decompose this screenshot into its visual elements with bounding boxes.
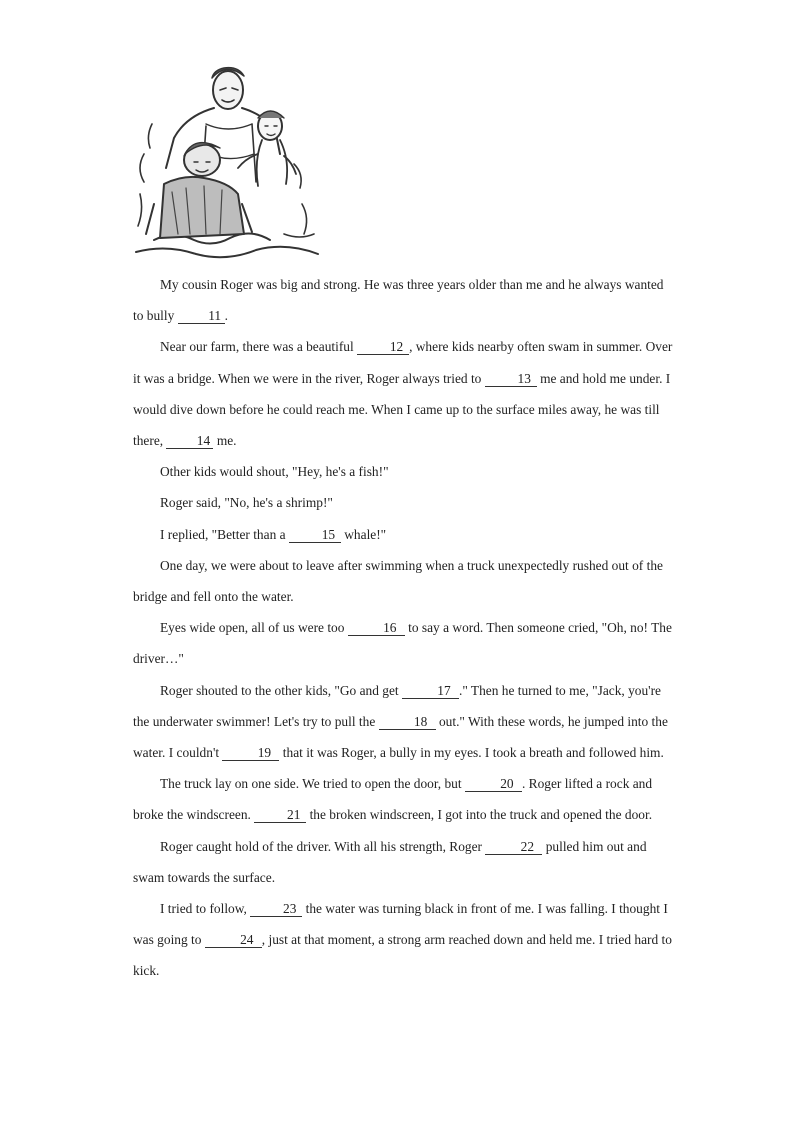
text-run: , just at that moment, a strong arm reached down and held me. I tried hard to kick. <box>133 932 672 979</box>
paragraph-2 <box>133 331 673 456</box>
blank-11: 11 <box>178 308 225 324</box>
paragraph-8 <box>133 675 673 769</box>
paragraph-7 <box>133 612 673 674</box>
text-run: me. <box>213 433 237 449</box>
text-run: I replied, "Better than a <box>160 526 289 542</box>
text-run: whale!" <box>340 526 387 542</box>
paragraph-6: One day, we were about to leave after swimming when a truck unexpectedly rushed out of the bridge and fell onto the water. <box>133 557 663 605</box>
paragraph-5 <box>133 519 673 550</box>
text-run: ." Then he turned to me, "Jack, you're the underwater swimmer! Let's try to pull the <box>133 682 661 729</box>
blank-15: 15 <box>289 527 341 543</box>
text-run: Roger caught hold of the driver. With all his strength, Roger <box>160 838 486 854</box>
text-run: pulled him out and swam towards the surface. <box>133 838 647 885</box>
text-run: . Roger lifted a rock and broke the windscreen. <box>133 776 653 823</box>
paragraph-1 <box>133 269 673 331</box>
text-run: Roger shouted to the other kids, "Go and get <box>160 682 402 698</box>
paragraph-3: Other kids would shout, "Hey, he's a fish!" <box>160 464 389 480</box>
text-run: Eyes wide open, all of us were too <box>160 620 348 636</box>
blank-22: 22 <box>485 839 542 855</box>
text-run: The truck lay on one side. We tried to open the door, but <box>160 776 465 792</box>
blank-17: 17 <box>402 683 459 699</box>
text-run: the water was turning black in front of me. I was falling. I thought I was going to <box>133 901 668 948</box>
cloze-passage <box>133 269 673 987</box>
text-run: My cousin Roger was big and strong. He was three years older than me and he always wanted to bully <box>133 277 664 324</box>
text-run: the broken windscreen, I got into the truck and opened the door. <box>306 807 653 823</box>
blank-13: 13 <box>485 371 537 387</box>
paragraph-9 <box>133 768 673 830</box>
text-run: to say a word. Then someone cried, "Oh, no! The driver…" <box>133 620 672 667</box>
text-run: Near our farm, there was a beautiful <box>160 339 358 355</box>
blank-12: 12 <box>357 339 409 355</box>
text-run: , where kids nearby often swam in summer. Over it was a bridge. When we were in the river, Roger always tried to <box>133 339 673 386</box>
blank-18: 18 <box>379 714 436 730</box>
text-run: that it was Roger, a bully in my eyes. I took a breath and followed him. <box>279 745 664 761</box>
blank-24: 24 <box>205 932 262 948</box>
blank-14: 14 <box>166 433 213 449</box>
text-run: out." With these words, he jumped into the water. I couldn't <box>133 713 668 761</box>
blank-23: 23 <box>250 901 302 917</box>
text-run: I tried to follow, <box>160 901 251 917</box>
paragraph-4: Roger said, "No, he's a shrimp!" <box>160 495 333 511</box>
blank-16: 16 <box>348 620 405 636</box>
rescue-illustration <box>134 64 320 260</box>
paragraph-11 <box>133 893 673 987</box>
blank-20: 20 <box>465 776 522 792</box>
blank-19: 19 <box>222 745 279 761</box>
paragraph-10 <box>133 831 673 893</box>
text-run: . <box>224 308 228 324</box>
blank-21: 21 <box>254 807 306 823</box>
text-run: me and hold me under. I would dive down before he could reach me. When I came up to the surface miles away, he was till there, <box>133 370 671 449</box>
